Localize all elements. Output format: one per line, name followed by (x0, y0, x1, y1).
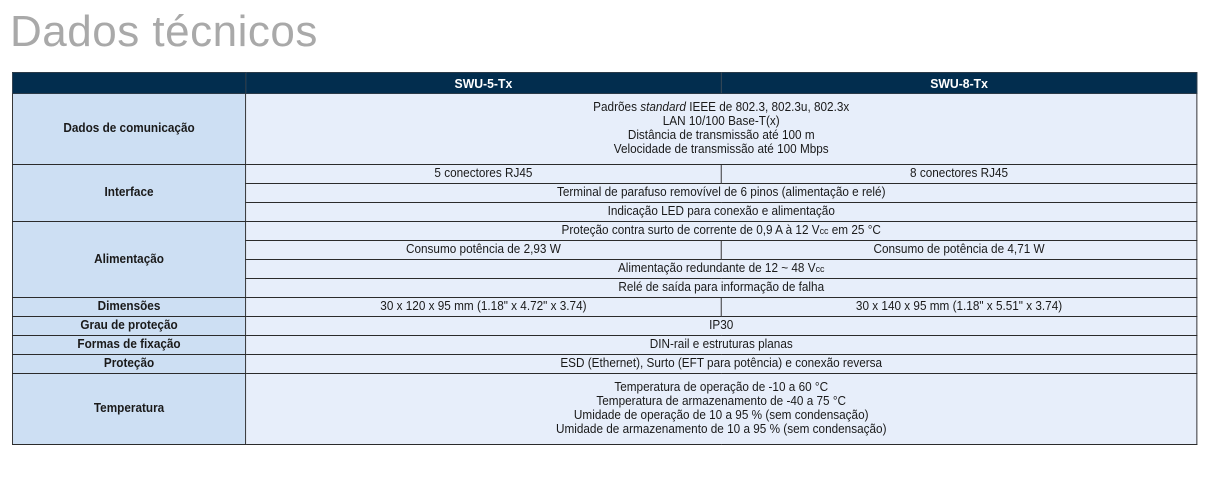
row-label-comunicacao: Dados de comunicação (12, 94, 245, 165)
table-row-interface (12, 165, 1196, 184)
umidade-line-operacao: Umidade de operação de 10 a 95 % (sem condensação) (573, 408, 869, 422)
comunicacao-line-standards: Padrões standard IEEE de 802.3, 802.3u, 802.3x (593, 100, 850, 115)
row-label-protecao: Proteção (12, 355, 245, 374)
table-row-temperatura (12, 374, 1196, 445)
fixacao-value: DIN-rail e estruturas planas (246, 336, 1197, 355)
table-row-grau (12, 317, 1196, 336)
table-row-comunicacao (12, 94, 1196, 165)
dimensoes-swu8: 30 x 140 x 95 mm (1.18" x 5.51" x 3.74) (721, 298, 1197, 317)
alimentacao-consumo-swu8: Consumo de potência de 4,71 W (721, 241, 1197, 260)
temperatura-line-armazenamento: Temperatura de armazenamento de -40 a 75 °C (596, 394, 847, 409)
table-row-fixacao (12, 336, 1196, 355)
umidade-line-armazenamento: Umidade de armazenamento de 10 a 95 % (sem condensação) (555, 421, 887, 436)
row-label-grau: Grau de proteção (12, 317, 245, 336)
table-header-row (12, 73, 1196, 94)
page-title: Dados técnicos (10, 7, 318, 56)
table-row-alimentacao (12, 222, 1196, 241)
temperatura-line-operacao: Temperatura de operação de -10 a 60 °C (614, 380, 829, 395)
temperatura-value (246, 374, 1197, 445)
header-swu-5-tx: SWU-5-Tx (246, 73, 722, 94)
comunicacao-value (246, 94, 1197, 165)
header-swu-8-tx: SWU-8-Tx (721, 73, 1197, 94)
alimentacao-redundante: Alimentação redundante de 12 ~ 48 Vcc (246, 260, 1197, 279)
interface-swu5-connectors: 5 conectores RJ45 (246, 165, 722, 184)
row-label-temperatura: Temperatura (12, 374, 245, 445)
row-label-interface: Interface (12, 165, 245, 222)
protecao-value: ESD (Ethernet), Surto (EFT para potência) e conexão reversa (246, 355, 1197, 374)
dimensoes-swu5: 30 x 120 x 95 mm (1.18" x 4.72" x 3.74) (246, 298, 722, 317)
interface-swu8-connectors: 8 conectores RJ45 (721, 165, 1197, 184)
comunicacao-line-lan: LAN 10/100 Base-T(x) (662, 114, 780, 129)
comunicacao-line-distance: Distância de transmissão até 100 m (627, 128, 815, 142)
header-empty (12, 73, 245, 94)
table-row-protecao (12, 355, 1196, 374)
grau-value: IP30 (246, 317, 1197, 336)
alimentacao-consumo-swu5: Consumo potência de 2,93 W (246, 241, 722, 260)
interface-terminal: Terminal de parafuso removível de 6 pinos (alimentação e relé) (246, 184, 1197, 203)
row-label-fixacao: Formas de fixação (12, 336, 245, 355)
alimentacao-protecao: Proteção contra surto de corrente de 0,9 A à 12 Vcc em 25 °C (246, 222, 1197, 241)
technical-data-table (12, 72, 1197, 445)
row-label-alimentacao: Alimentação (12, 222, 245, 298)
comunicacao-line-speed: Velocidade de transmissão até 100 Mbps (613, 141, 829, 156)
interface-led: Indicação LED para conexão e alimentação (246, 203, 1197, 222)
alimentacao-rele: Relé de saída para informação de falha (246, 279, 1197, 298)
table-row-dimensoes (12, 298, 1196, 317)
row-label-dimensoes: Dimensões (12, 298, 245, 317)
